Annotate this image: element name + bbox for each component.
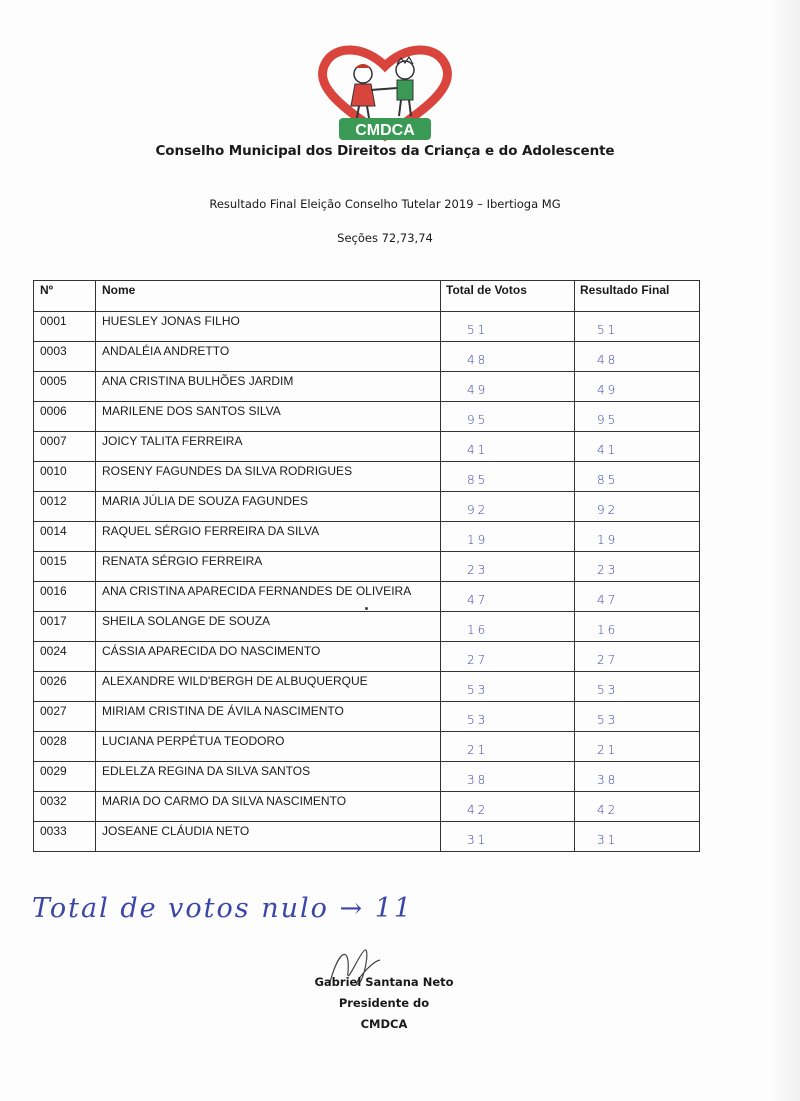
vote-total: 42 [467, 803, 489, 817]
candidate-name: ALEXANDRE WILD'BERGH DE ALBUQUERQUE [102, 674, 368, 688]
scan-shadow [770, 0, 800, 1101]
table-row [34, 312, 700, 342]
candidate-number: 0029 [40, 764, 67, 778]
vote-total: 19 [467, 533, 489, 547]
candidate-number: 0016 [40, 584, 67, 598]
candidate-name: RENATA SÉRGIO FERREIRA [102, 554, 263, 568]
candidate-number: 0006 [40, 404, 67, 418]
organization-name: Conselho Municipal dos Direitos da Criança e do Adolescente [155, 143, 615, 159]
vote-total: 48 [467, 353, 489, 367]
table-row [34, 492, 700, 522]
candidate-name: MARILENE DOS SANTOS SILVA [102, 404, 281, 418]
vote-total: 51 [467, 323, 489, 337]
cmdca-logo [315, 44, 455, 144]
vote-total: 38 [467, 773, 489, 787]
final-result: 47 [597, 593, 619, 607]
table-row [34, 762, 700, 792]
candidate-name: SHEILA SOLANGE DE SOUZA [102, 614, 271, 628]
candidate-number: 0012 [40, 494, 67, 508]
candidate-number: 0001 [40, 314, 67, 328]
vote-total: 27 [467, 653, 489, 667]
document-title: Resultado Final Eleição Conselho Tutelar 2019 – Ibertioga MG [209, 197, 561, 211]
signature-block [314, 972, 454, 1035]
results-table [33, 280, 700, 852]
vote-total: 92 [467, 503, 489, 517]
header-votes: Total de Votos [441, 281, 575, 312]
table-row [34, 402, 700, 432]
candidate-name: ROSENY FAGUNDES DA SILVA RODRIGUES [102, 464, 353, 478]
vote-total: 95 [467, 413, 489, 427]
final-result: 49 [597, 383, 619, 397]
candidate-number: 0033 [40, 824, 67, 838]
candidate-name: ANA CRISTINA BULHÕES JARDIM [102, 374, 294, 388]
vote-total: 31 [467, 833, 489, 847]
candidate-number: 0017 [40, 614, 67, 628]
table-row [34, 372, 700, 402]
candidate-number: 0014 [40, 524, 67, 538]
null-votes-note: Total de votos nulo → 11 [32, 893, 414, 924]
candidate-number: 0028 [40, 734, 67, 748]
final-result: 23 [597, 563, 619, 577]
candidate-number: 0003 [40, 344, 67, 358]
table-row [34, 612, 700, 642]
candidate-name: JOSEANE CLÁUDIA NETO [102, 824, 250, 838]
vote-total: 85 [467, 473, 489, 487]
final-result: 92 [597, 503, 619, 517]
table-row [34, 342, 700, 372]
signer-role: Presidente do CMDCA [338, 996, 430, 1031]
candidate-name: ANDALÉIA ANDRETTO [102, 344, 230, 358]
candidate-name: MIRIAM CRISTINA DE ÁVILA NASCIMENTO [102, 704, 344, 718]
candidate-number: 0024 [40, 644, 67, 658]
table-body [34, 312, 700, 852]
logo-text: CMDCA [355, 122, 415, 139]
signer-name: Gabriel Santana Neto [314, 975, 454, 989]
final-result: 51 [597, 323, 619, 337]
candidate-name: MARIA JÚLIA DE SOUZA FAGUNDES [102, 494, 309, 508]
final-result: 38 [597, 773, 619, 787]
final-result: 27 [597, 653, 619, 667]
candidate-name: ANA CRISTINA APARECIDA FERNANDES DE OLIVEIRA [102, 584, 412, 598]
candidate-number: 0027 [40, 704, 67, 718]
table-row [34, 432, 700, 462]
vote-total: 41 [467, 443, 489, 457]
candidate-number: 0026 [40, 674, 67, 688]
table-header-row [34, 281, 700, 312]
candidate-name: HUESLEY JONAS FILHO [102, 314, 240, 328]
final-result: 85 [597, 473, 619, 487]
candidate-number: 0015 [40, 554, 67, 568]
vote-total: 49 [467, 383, 489, 397]
table-row [34, 732, 700, 762]
final-result: 53 [597, 683, 619, 697]
candidate-name: RAQUEL SÉRGIO FERREIRA DA SILVA [102, 524, 320, 538]
final-result: 31 [597, 833, 619, 847]
candidate-name: EDLELZA REGINA DA SILVA SANTOS [102, 764, 311, 778]
table-row [34, 672, 700, 702]
table-row [34, 642, 700, 672]
header-final: Resultado Final [575, 281, 700, 312]
candidate-number: 0010 [40, 464, 67, 478]
sections-label: Seções 72,73,74 [337, 231, 433, 245]
candidate-name: JOICY TALITA FERREIRA [102, 434, 243, 448]
final-result: 19 [597, 533, 619, 547]
vote-total: 53 [467, 683, 489, 697]
table-row [34, 462, 700, 492]
table-row [34, 702, 700, 732]
final-result: 53 [597, 713, 619, 727]
vote-total: 16 [467, 623, 489, 637]
candidate-number: 0005 [40, 374, 67, 388]
candidate-number: 0032 [40, 794, 67, 808]
vote-total: 23 [467, 563, 489, 577]
candidate-name: CÁSSIA APARECIDA DO NASCIMENTO [102, 644, 321, 658]
final-result: 21 [597, 743, 619, 757]
candidate-name: MARIA DO CARMO DA SILVA NASCIMENTO [102, 794, 347, 808]
candidate-number: 0007 [40, 434, 67, 448]
table-row [34, 822, 700, 852]
table-row [34, 522, 700, 552]
table-row [34, 552, 700, 582]
stray-mark [365, 607, 368, 610]
vote-total: 21 [467, 743, 489, 757]
header-number: Nº [34, 281, 96, 312]
final-result: 95 [597, 413, 619, 427]
final-result: 42 [597, 803, 619, 817]
table-row [34, 792, 700, 822]
header-name: Nome [96, 281, 441, 312]
vote-total: 53 [467, 713, 489, 727]
final-result: 41 [597, 443, 619, 457]
final-result: 16 [597, 623, 619, 637]
final-result: 48 [597, 353, 619, 367]
vote-total: 47 [467, 593, 489, 607]
candidate-name: LUCIANA PERPÉTUA TEODORO [102, 734, 285, 748]
